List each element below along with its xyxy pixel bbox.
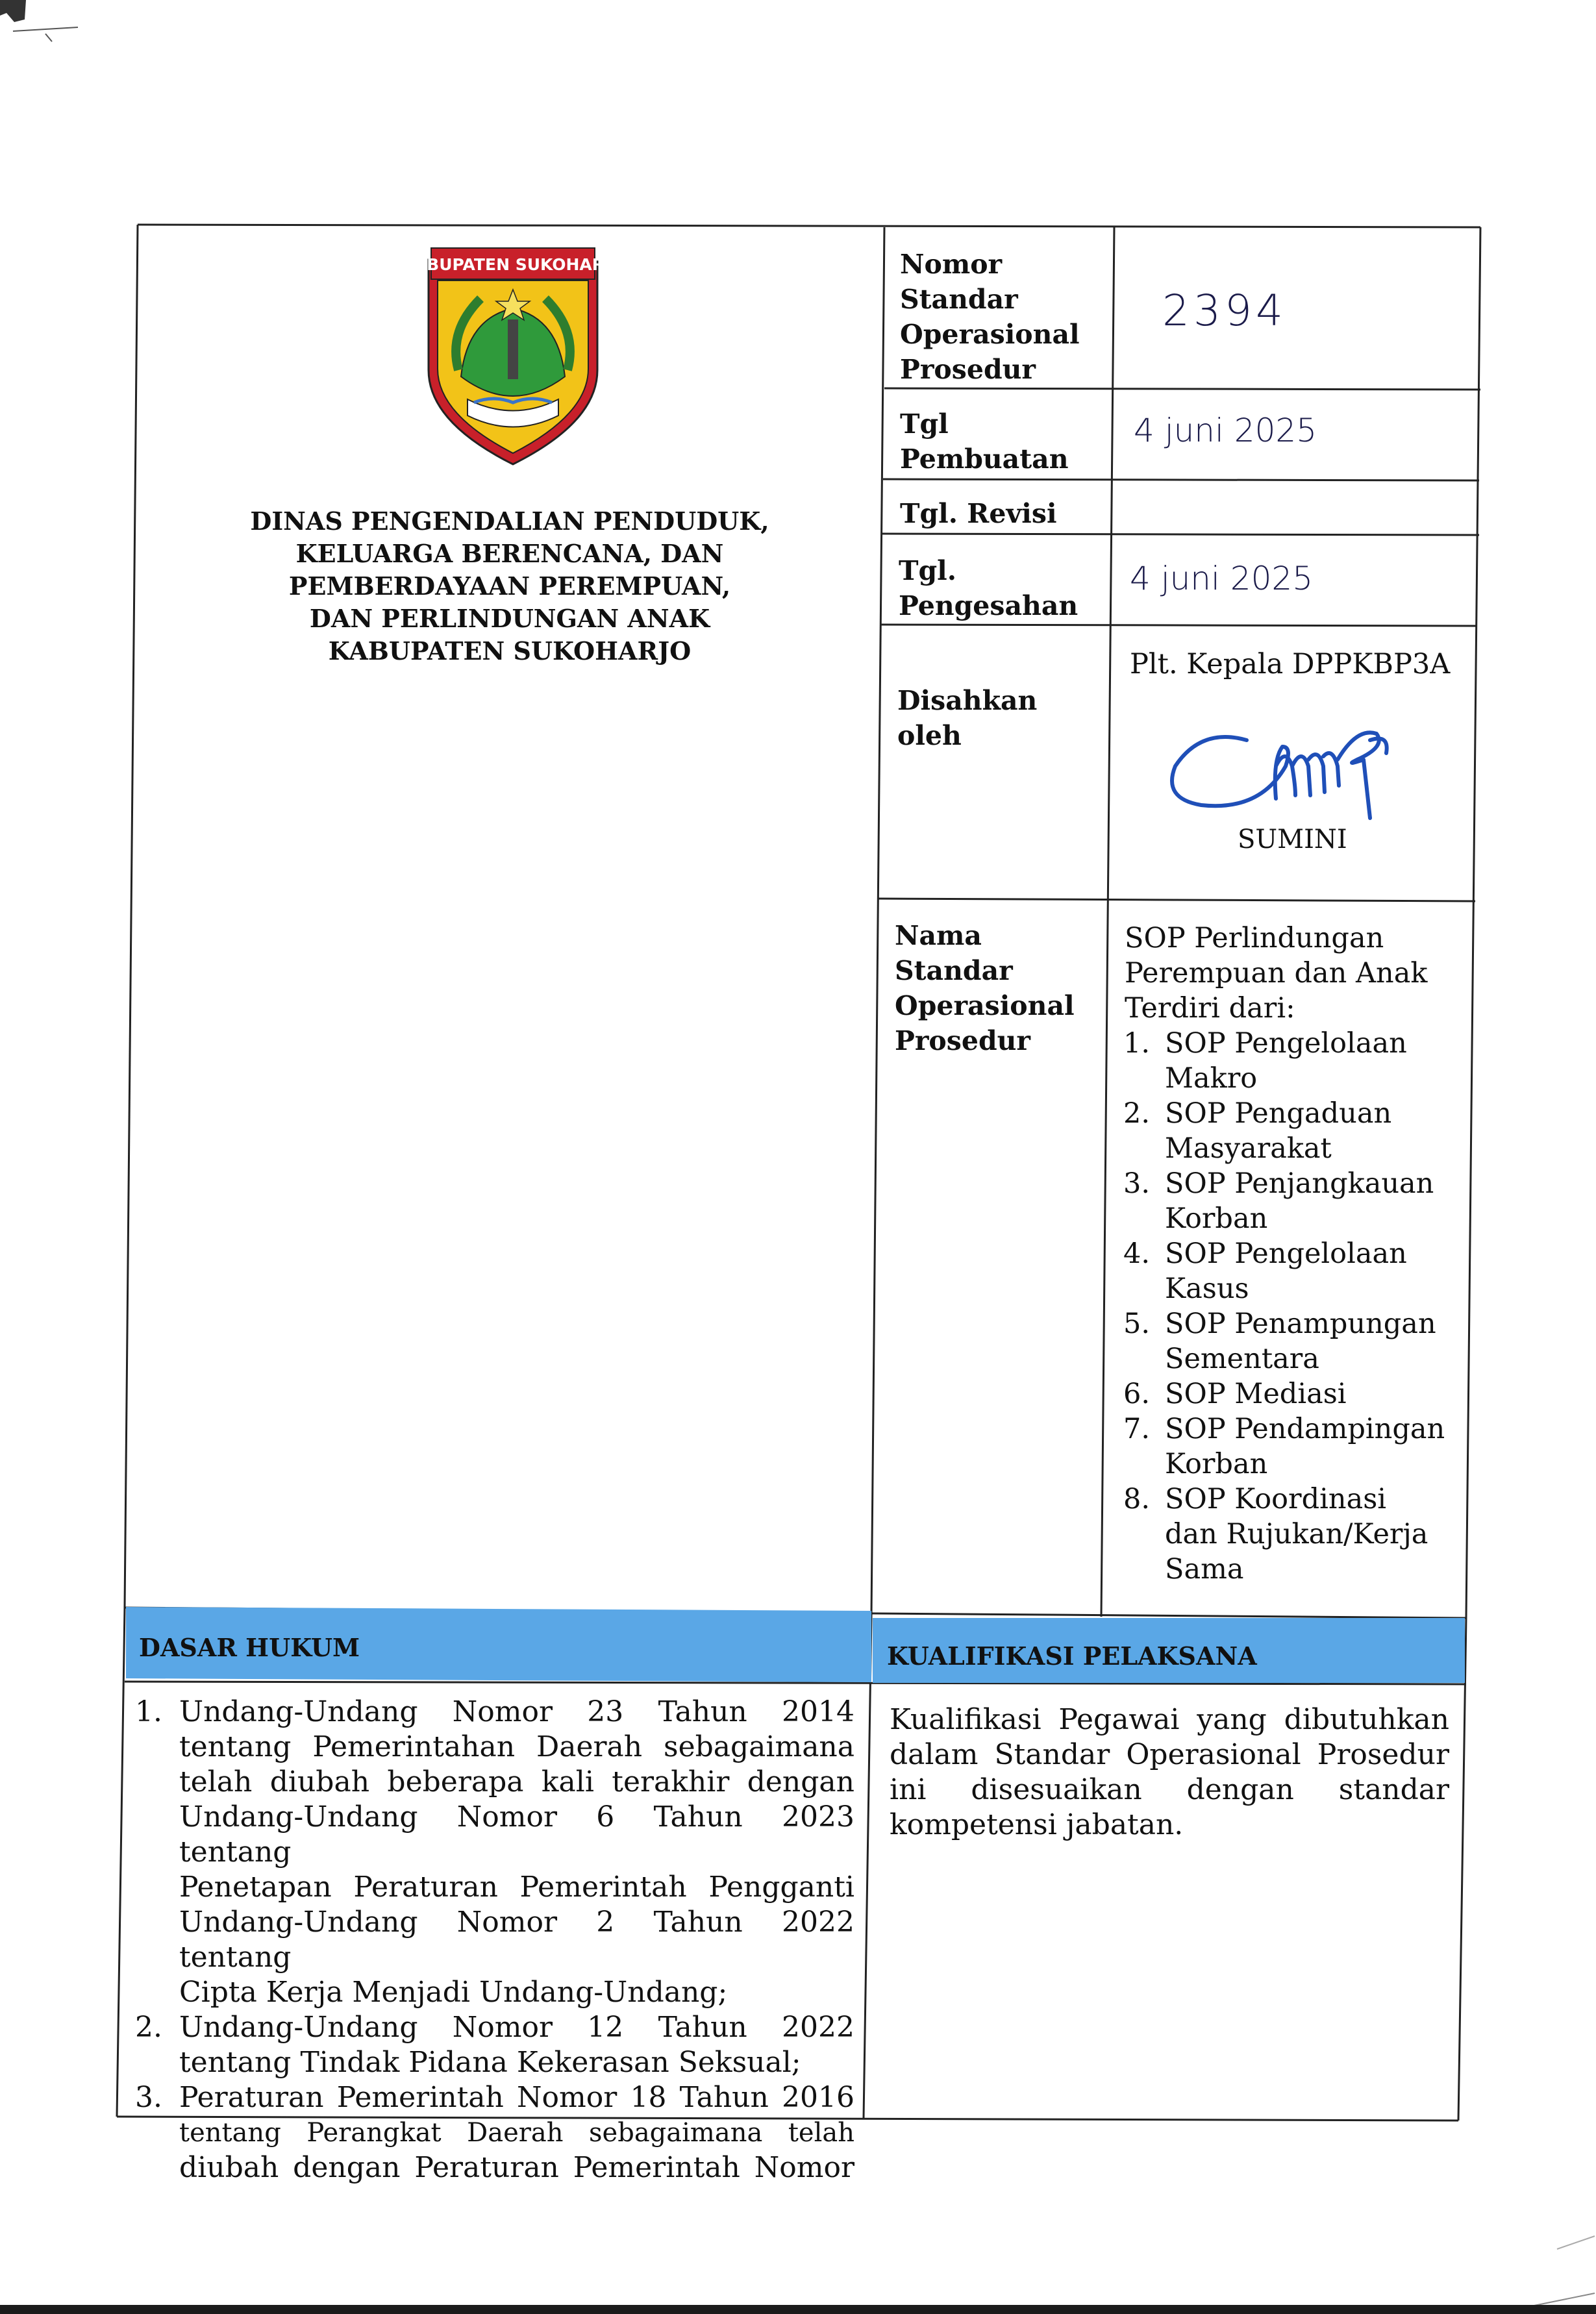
- kualifikasi-title: KUALIFIKASI PELAKSANA: [887, 1641, 1257, 1671]
- list-number: 8.: [1123, 1483, 1151, 1515]
- list-item: 4. SOP Pengelolaan Kasus: [1123, 1238, 1407, 1305]
- list-item: 7. SOP Pendampingan Korban: [1123, 1413, 1445, 1480]
- list-number: 2.: [1123, 1097, 1151, 1130]
- list-number: 4.: [1123, 1238, 1151, 1270]
- agency-line: KELUARGA BERENCANA, DAN: [295, 539, 724, 568]
- list-number: 3.: [1123, 1167, 1151, 1200]
- list-item: 5. SOP Penampungan Sementara: [1123, 1308, 1436, 1375]
- list-item: 6. SOP Mediasi: [1123, 1378, 1347, 1410]
- tgl-pembuatan-label: Tgl Pembuatan: [900, 408, 1069, 475]
- list-number: 1.: [135, 1695, 162, 1728]
- agency-title: [195, 505, 825, 667]
- list-number: 5.: [1123, 1308, 1151, 1340]
- list-item: 3. SOP Penjangkauan Korban: [1123, 1167, 1434, 1235]
- disahkan-name: SUMINI: [1238, 825, 1347, 854]
- nomor-sop-label: Nomor Standar Operasional Prosedur: [900, 249, 1080, 385]
- tgl-pengesahan-value: 4 juni 2025: [1130, 560, 1314, 597]
- list-item: 2. Undang-Undang Nomor 12 Tahun 2022 tentang Tindak Pidana Kekerasan Seksual;: [135, 2011, 854, 2079]
- list-item: 1. Undang-Undang Nomor 23 Tahun 2014 tentang Pemerintahan Daerah sebagaimana telah diubah beberapa kali terakhir dengan Undang-Undang Nomor 6 Tahun 2023 tentang Penetapan Peraturan Pemerintah Pengganti Undang-Undang Nomor 2 Tahun 2022 tentang Cipta Kerja Menjadi Undang-Undang;: [135, 1695, 854, 2009]
- list-item: 8. SOP Koordinasi dan Rujukan/Kerja Sama: [1123, 1483, 1428, 1586]
- signature: [1162, 721, 1396, 825]
- kualifikasi-text: Kualifikasi Pegawai yang dibutuhkan dalam Standar Operasional Prosedur ini disesuaikan dengan standar kompetensi jabatan.: [890, 1703, 1449, 1841]
- list-number: 7.: [1123, 1413, 1151, 1445]
- disahkan-label: Disahkan oleh: [897, 685, 1038, 751]
- list-item: 2. SOP Pengaduan Masyarakat: [1123, 1097, 1392, 1165]
- agency-line: KABUPATEN SUKOHARJO: [328, 636, 692, 666]
- list-item: 3. Peraturan Pemerintah Nomor 18 Tahun 2016 tentang Perangkat Daerah sebagaimana telah diubah dengan Peraturan Pemerintah Nomor: [135, 2081, 854, 2184]
- list-number: 3.: [135, 2081, 162, 2114]
- nomor-sop-value: 2394: [1162, 286, 1287, 336]
- tgl-pembuatan-value: 4 juni 2025: [1134, 412, 1317, 449]
- dasar-hukum-title: DASAR HUKUM: [139, 1633, 360, 1662]
- nama-sop-intro: SOP Perlindungan Perempuan dan Anak Terdiri dari:: [1125, 922, 1428, 1025]
- logo-text: KABUPATEN SUKOHARJO: [401, 255, 625, 274]
- disahkan-position: Plt. Kepala DPPKBP3A: [1130, 648, 1451, 680]
- agency-line: DAN PERLINDUNGAN ANAK: [309, 604, 710, 633]
- tgl-pengesahan-label: Tgl. Pengesahan: [899, 555, 1079, 621]
- list-number: 6.: [1123, 1378, 1151, 1410]
- dasar-hukum-list: [135, 1695, 854, 2185]
- sukoharjo-coat-of-arms: [401, 247, 625, 467]
- nama-sop-label: Nama Standar Operasional Prosedur: [895, 920, 1075, 1056]
- agency-line: PEMBERDAYAAN PEREMPUAN,: [288, 571, 731, 601]
- list-number: 2.: [135, 2011, 162, 2044]
- list-number: 1.: [1123, 1027, 1151, 1060]
- nama-sop-list: [1123, 1026, 1461, 1587]
- tgl-revisi-label: Tgl. Revisi: [900, 498, 1057, 529]
- list-item: 1. SOP Pengelolaan Makro: [1123, 1027, 1407, 1095]
- agency-line: DINAS PENGENDALIAN PENDUDUK,: [250, 506, 769, 536]
